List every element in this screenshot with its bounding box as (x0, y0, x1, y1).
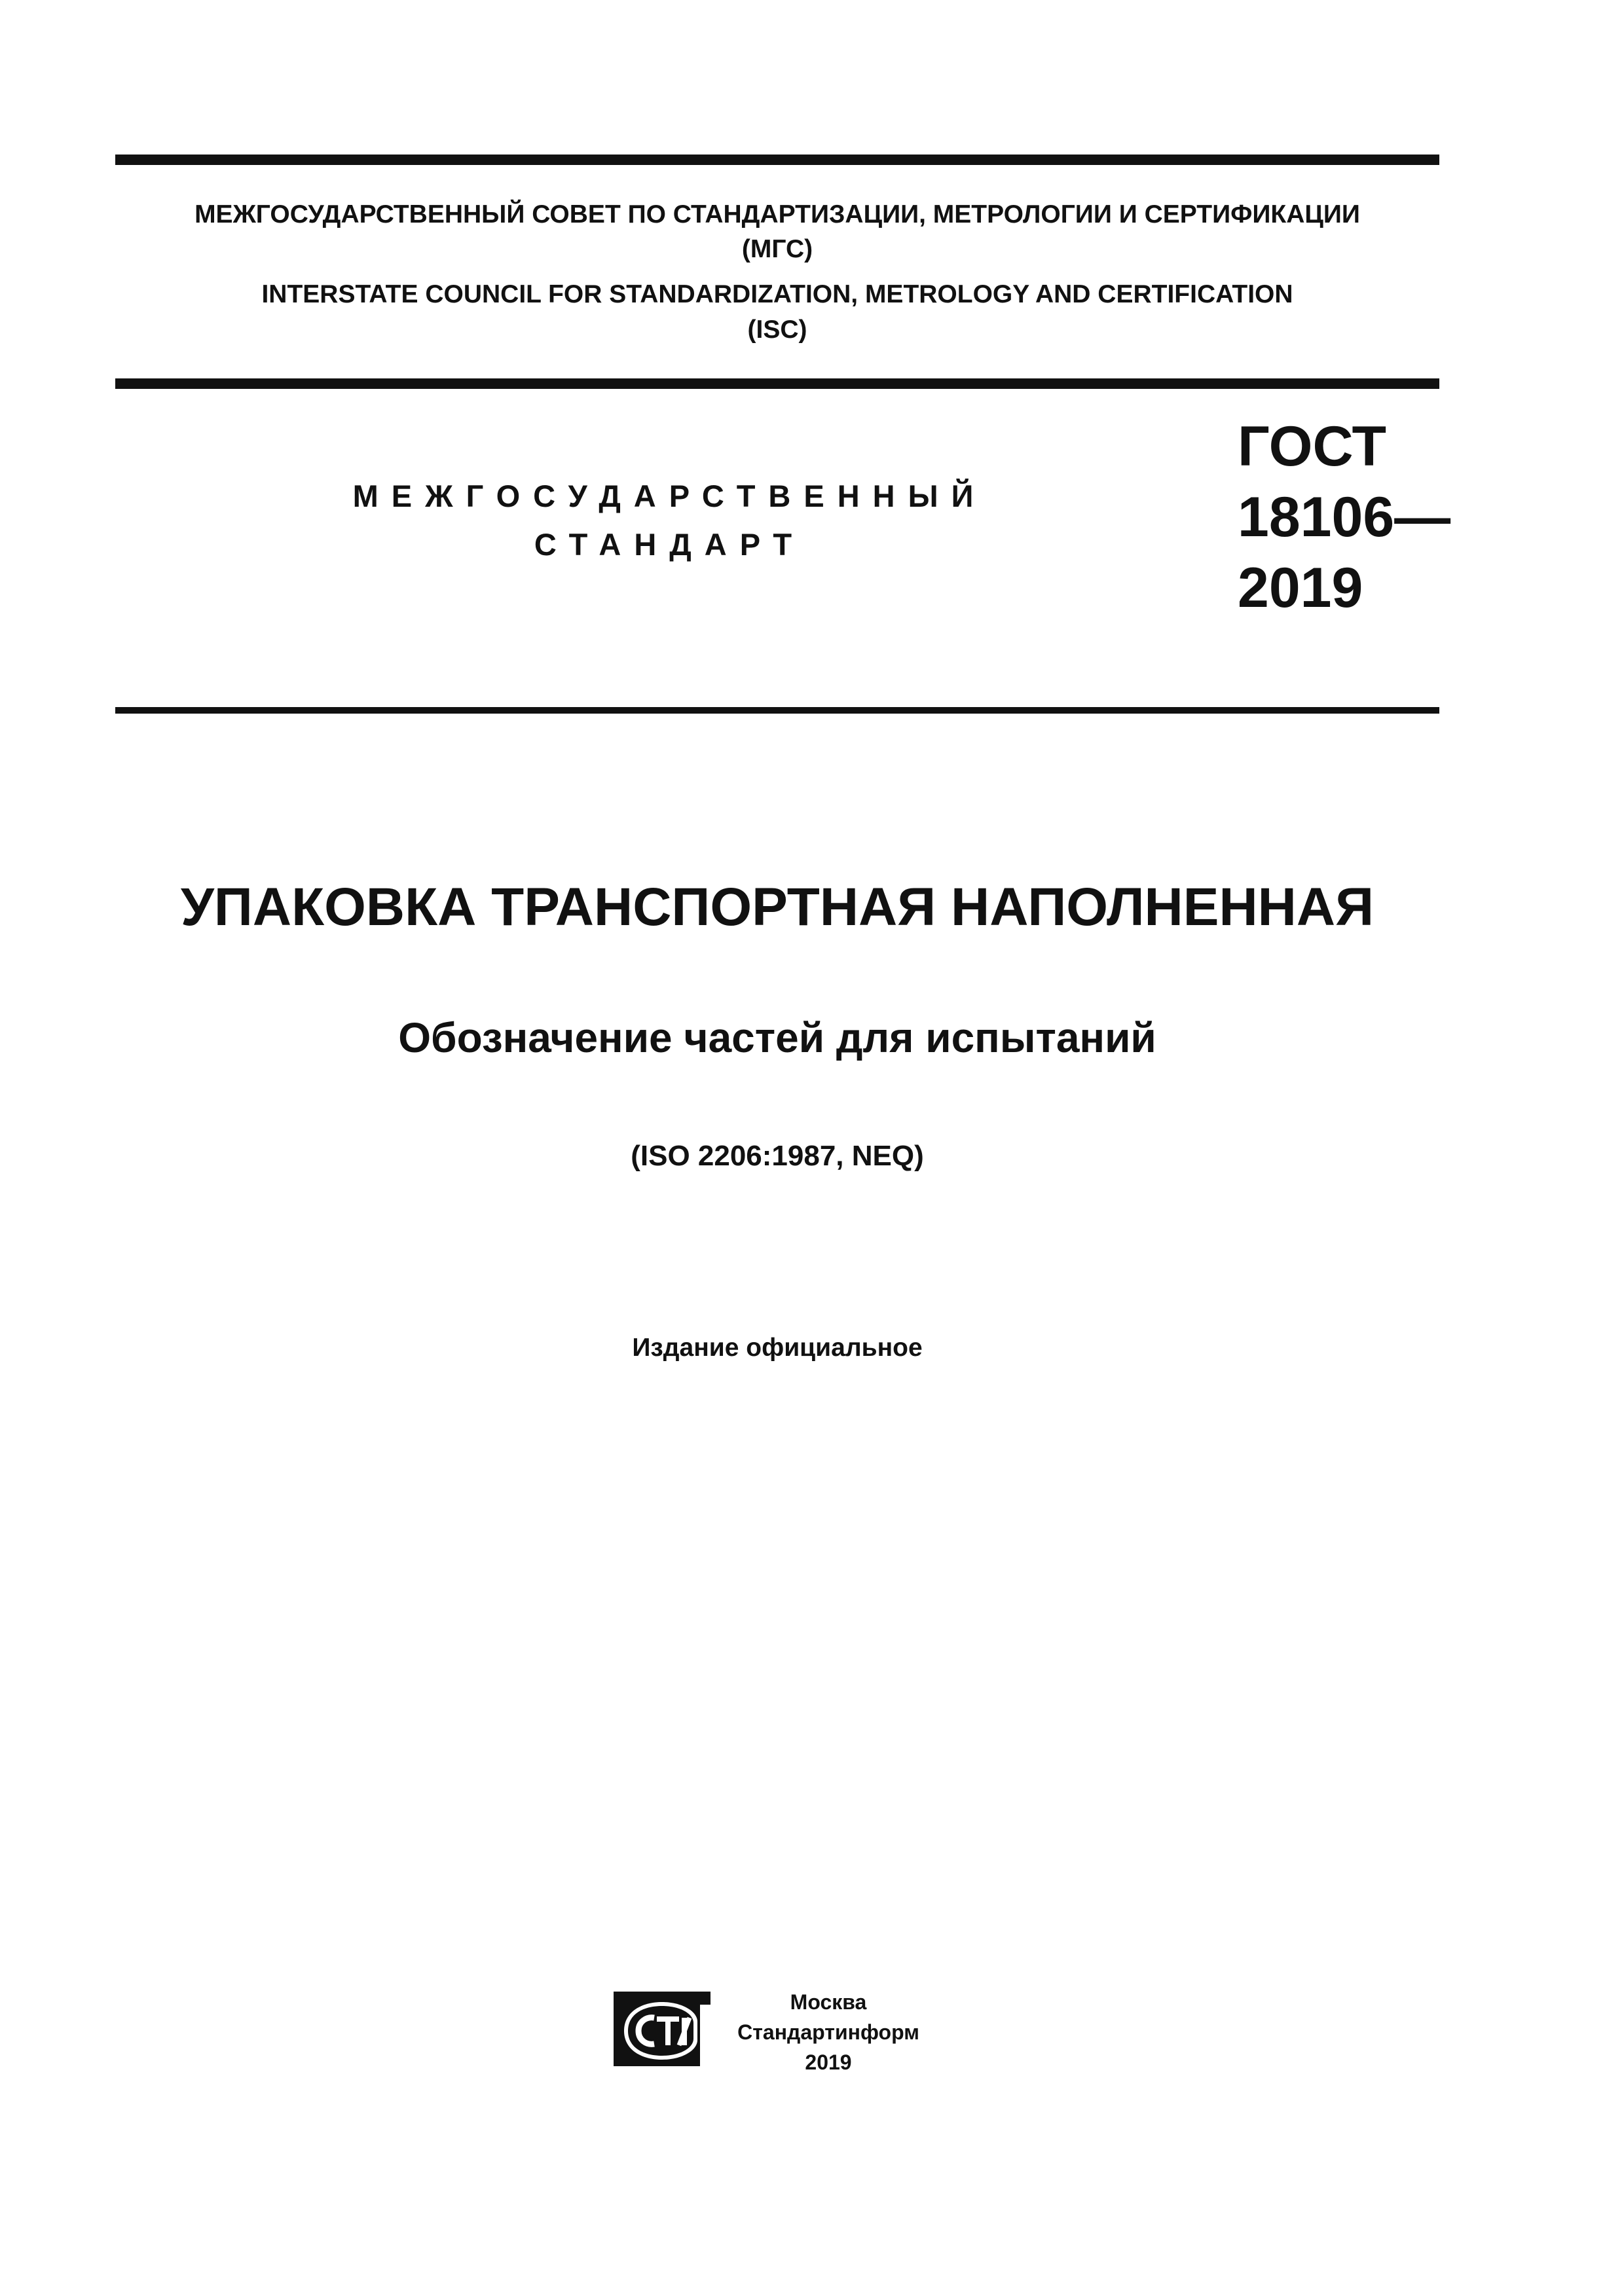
gost-year: 2019 (1238, 556, 1363, 619)
document-subtitle: Обозначение частей для испытаний (398, 1014, 1156, 1061)
gost-designation (1238, 411, 1450, 623)
publisher-name: Стандартинформ (737, 2020, 919, 2044)
standard-type-line-1: МЕЖГОСУДАРСТВЕННЫЙ (352, 479, 987, 513)
gost-number: 18106— (1238, 486, 1451, 549)
document-title: УПАКОВКА ТРАНСПОРТНАЯ НАПОЛНЕННАЯ (180, 877, 1375, 937)
bottom-rule (115, 707, 1439, 714)
publisher-city: Москва (790, 1990, 867, 2014)
edition-label: Издание официальное (632, 1334, 923, 1362)
standartinform-logo-icon (614, 1992, 710, 2066)
top-rule (115, 155, 1439, 165)
iso-reference: (ISO 2206:1987, NEQ) (631, 1140, 924, 1172)
council-russian-name: МЕЖГОСУДАРСТВЕННЫЙ СОВЕТ ПО СТАНДАРТИЗАЦИИ, МЕТРОЛОГИИ И СЕРТИФИКАЦИИ (194, 200, 1360, 228)
publication-year: 2019 (805, 2050, 852, 2074)
standard-type-line-2: СТАНДАРТ (534, 527, 805, 562)
council-russian-abbreviation: (МГС) (741, 235, 813, 263)
council-english-name: INTERSTATE COUNCIL FOR STANDARDIZATION, METROLOGY AND CERTIFICATION (261, 280, 1293, 308)
council-english-abbreviation: (ISC) (747, 316, 807, 344)
gost-label: ГОСТ (1238, 415, 1387, 478)
middle-rule (115, 378, 1439, 389)
